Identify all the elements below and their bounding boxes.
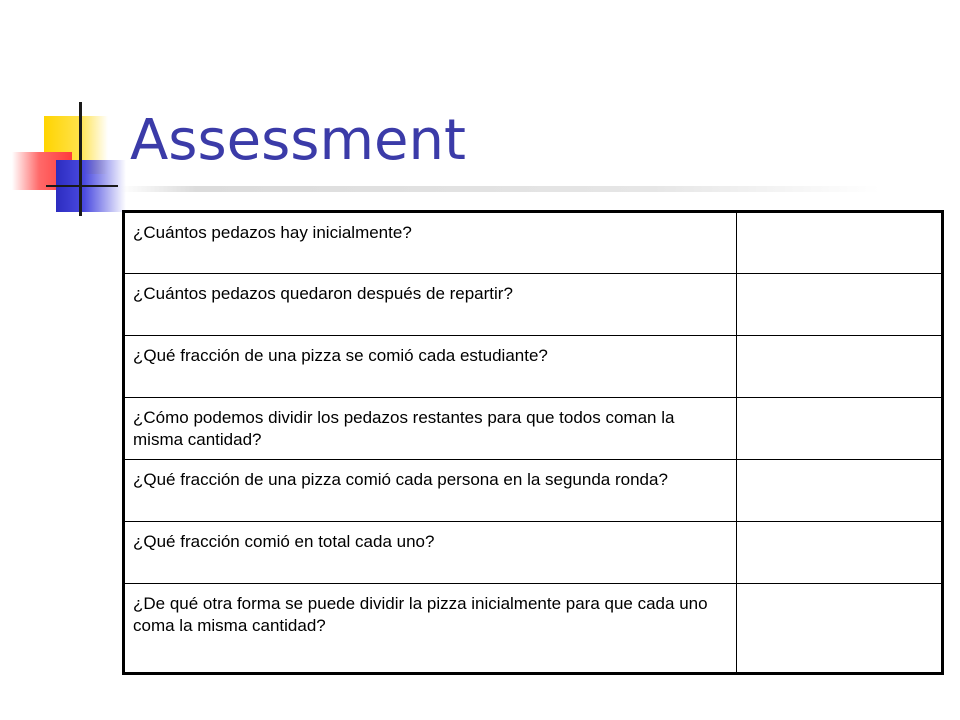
question-cell: ¿Cómo podemos dividir los pedazos restantes para que todos coman la misma cantidad?: [124, 398, 737, 460]
assessment-table: [122, 210, 944, 675]
answer-cell[interactable]: [737, 460, 943, 522]
answer-cell[interactable]: [737, 212, 943, 274]
question-cell: ¿Qué fracción de una pizza comió cada persona en la segunda ronda?: [124, 460, 737, 522]
table-row: [124, 584, 943, 674]
slide-title: Assessment: [130, 108, 466, 173]
table-row: [124, 398, 943, 460]
table-row: [124, 522, 943, 584]
question-cell: ¿Qué fracción de una pizza se comió cada estudiante?: [124, 336, 737, 398]
question-cell: ¿Qué fracción comió en total cada uno?: [124, 522, 737, 584]
answer-cell[interactable]: [737, 398, 943, 460]
answer-cell[interactable]: [737, 336, 943, 398]
answer-cell[interactable]: [737, 274, 943, 336]
title-underline-decoration: [120, 186, 880, 192]
table-row: [124, 336, 943, 398]
table-row: [124, 460, 943, 522]
question-cell: ¿Cuántos pedazos hay inicialmente?: [124, 212, 737, 274]
answer-cell[interactable]: [737, 584, 943, 674]
table-row: [124, 274, 943, 336]
vertical-line-decoration: [79, 102, 82, 216]
question-cell: ¿Cuántos pedazos quedaron después de repartir?: [124, 274, 737, 336]
answer-cell[interactable]: [737, 522, 943, 584]
horizontal-line-decoration: [46, 185, 118, 187]
table-row: [124, 212, 943, 274]
question-cell: ¿De qué otra forma se puede dividir la pizza inicialmente para que cada uno coma la misma cantidad?: [124, 584, 737, 674]
